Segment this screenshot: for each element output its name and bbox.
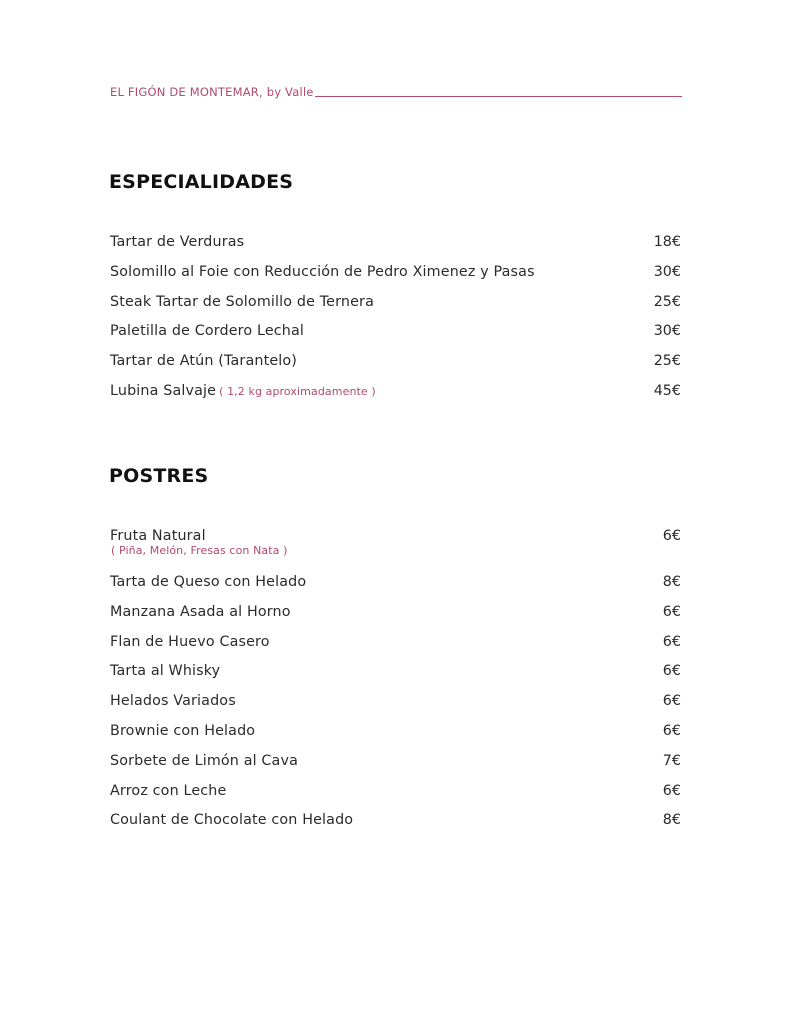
item-price: 6€ — [662, 693, 681, 710]
menu-item — [110, 602, 681, 632]
item-name: Coulant de Chocolate con Helado — [110, 812, 354, 829]
menu-item — [110, 292, 681, 322]
item-price: 6€ — [662, 782, 681, 799]
menu-item — [110, 381, 681, 411]
section-title-especialidades: ESPECIALIDADES — [109, 171, 294, 193]
item-price: 30€ — [653, 323, 681, 340]
item-name: Fruta Natural — [110, 528, 206, 544]
header — [110, 85, 682, 99]
menu-item — [110, 810, 681, 840]
item-name: Solomillo al Foie con Reducción de Pedro Ximenez y Pasas — [110, 263, 535, 280]
item-name: Sorbete de Limón al Cava — [110, 752, 298, 769]
item-name: Lubina Salvaje — [110, 382, 217, 399]
item-price: 6€ — [662, 722, 681, 739]
menu-item — [110, 751, 681, 781]
item-name: Tartar de Atún (Tarantelo) — [110, 353, 298, 370]
item-name: Arroz con Leche — [110, 782, 227, 799]
item-name: Brownie con Helado — [110, 722, 256, 739]
item-price: 6€ — [662, 603, 681, 620]
item-price: 8€ — [662, 812, 681, 829]
item-name: Tarta al Whisky — [110, 663, 221, 680]
menu-item — [110, 262, 681, 292]
menu-item — [110, 661, 681, 691]
menu-item — [110, 321, 681, 351]
item-note: ( 1,2 kg aproximadamente ) — [219, 384, 376, 398]
item-name-wrap — [110, 381, 376, 402]
item-price: 6€ — [662, 663, 681, 680]
especialidades-list — [110, 232, 681, 411]
item-price: 7€ — [662, 752, 681, 769]
item-name: Helados Variados — [110, 693, 236, 710]
menu-item — [110, 691, 681, 721]
menu-item — [110, 721, 681, 751]
item-note: ( Piña, Melón, Fresas con Nata ) — [111, 544, 288, 557]
postres-list — [110, 526, 681, 840]
item-price: 6€ — [662, 528, 681, 544]
item-name: Tartar de Verduras — [110, 234, 245, 250]
item-price: 45€ — [653, 382, 681, 399]
menu-item — [110, 572, 681, 602]
item-price: 25€ — [653, 353, 681, 370]
menu-item — [110, 781, 681, 811]
menu-item — [110, 526, 681, 572]
item-price: 8€ — [662, 574, 681, 590]
item-name: Flan de Huevo Casero — [110, 633, 270, 650]
menu-item — [110, 232, 681, 262]
item-name: Tarta de Queso con Helado — [110, 574, 307, 590]
menu-item — [110, 351, 681, 381]
header-rule — [315, 96, 682, 97]
section-title-postres: POSTRES — [109, 465, 209, 487]
item-name: Manzana Asada al Horno — [110, 603, 291, 620]
item-price: 6€ — [662, 633, 681, 650]
restaurant-name: EL FIGÓN DE MONTEMAR, by Valle — [110, 85, 314, 99]
item-price: 30€ — [653, 263, 681, 280]
item-name: Steak Tartar de Solomillo de Ternera — [110, 293, 374, 310]
item-price: 25€ — [653, 293, 681, 310]
item-name: Paletilla de Cordero Lechal — [110, 323, 305, 340]
item-price: 18€ — [653, 234, 681, 250]
menu-item — [110, 632, 681, 662]
